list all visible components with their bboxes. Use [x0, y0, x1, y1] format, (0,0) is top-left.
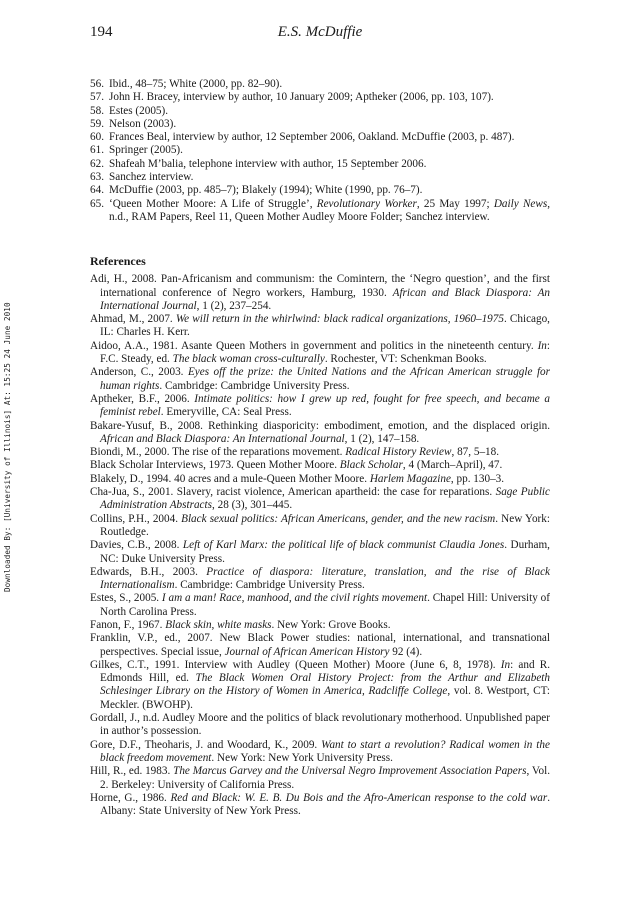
- text-run: Horne, G., 1986.: [90, 791, 171, 804]
- text-run: Springer (2005).: [109, 144, 183, 157]
- page-number: 194: [90, 24, 113, 40]
- endnote-number: 62.: [90, 157, 104, 170]
- endnote-number: 63.: [90, 171, 104, 184]
- text-run: , Vol. 2. Berkeley: University of California Press.: [100, 765, 550, 791]
- italic-text: Radical History Review: [345, 446, 452, 459]
- italic-text: In: [537, 339, 547, 352]
- text-run: , 25 May 1997;: [416, 197, 494, 210]
- text-run: Davies, C.B., 2008.: [90, 539, 183, 552]
- text-run: : F.C. Steady, ed.: [100, 339, 550, 366]
- italic-text: Journal of African American History: [224, 645, 390, 658]
- text-run: 92 (4).: [389, 645, 423, 658]
- endnote-number: 57.: [90, 91, 104, 104]
- text-run: Ibid., 48–75; White (2000, pp. 82–90).: [109, 78, 283, 90]
- text-run: Sanchez interview.: [109, 171, 194, 184]
- text-run: . New York: Routledge.: [100, 512, 550, 538]
- italic-text: Eyes off the prize: the United Nations and the African American struggle for human rights: [100, 366, 550, 392]
- italic-text: The black woman cross-culturally: [172, 353, 325, 366]
- reference-entry: [90, 459, 550, 472]
- text-run: . Durham, NC: Duke University Press.: [100, 539, 550, 565]
- text-run: Franklin, V.P., ed., 2007. New Black Power studies: national, international, and transnational perspectives. Special issue,: [90, 632, 550, 658]
- endnote: [90, 198, 550, 225]
- italic-text: Left of Karl Marx: the political life of black communist Claudia Jones: [182, 539, 505, 552]
- text-run: , n.d., RAM Papers, Reel 11, Queen Mother Audley Moore Folder; Sanchez interview.: [109, 197, 550, 223]
- text-run: ‘Queen Mother Moore: A Life of Struggle’,: [109, 197, 317, 210]
- italic-text: African and Black Diaspora: An International Journal: [100, 286, 550, 312]
- italic-text: Harlem Magazine: [369, 472, 451, 485]
- text-run: : and R. Edmonds Hill, ed.: [100, 658, 550, 685]
- reference-entry: [90, 539, 550, 566]
- endnote-text: [109, 91, 550, 104]
- text-run: Black Scholar Interviews, 1973. Queen Mother Moore.: [90, 459, 340, 472]
- endnote-text: [109, 198, 550, 225]
- reference-entry: [90, 619, 550, 632]
- text-run: John H. Bracey, interview by author, 10 January 2009; Aptheker (2006, pp. 103, 107).: [109, 91, 494, 104]
- text-run: Bakare-Yusuf, B., 2008. Rethinking diasporicity: embodiment, emotion, and the displaced origin.: [90, 419, 550, 432]
- text-run: Ahmad, M., 2007.: [90, 313, 176, 326]
- page-body: [90, 24, 550, 818]
- text-run: Hill, R., ed. 1983.: [90, 765, 174, 778]
- endnote-text: [109, 184, 550, 197]
- text-run: Anderson, C., 2003.: [90, 366, 188, 379]
- endnote-text: [109, 158, 550, 171]
- endnote-number: 60.: [90, 131, 104, 144]
- reference-entry: [90, 632, 550, 659]
- reference-entry: [90, 366, 550, 393]
- reference-entry: [90, 393, 550, 420]
- text-run: Gore, D.F., Theoharis, J. and Woodard, K., 2009.: [90, 738, 322, 751]
- italic-text: Want to start a revolution? Radical women in the black freedom movement: [100, 738, 550, 764]
- reference-entry: [90, 792, 550, 819]
- reference-entry: [90, 313, 550, 340]
- download-watermark: Downloaded By: [University of Illinois] At: 15:25 24 June 2010: [3, 302, 12, 592]
- reference-entry: [90, 340, 550, 367]
- reference-entry: [90, 446, 550, 459]
- text-run: Estes (2005).: [109, 104, 169, 117]
- endnote: [90, 144, 550, 157]
- text-run: Collins, P.H., 2004.: [90, 512, 182, 525]
- reference-entry: [90, 486, 550, 513]
- italic-text: Sage Public Administration Abstracts: [100, 486, 551, 512]
- text-run: Aptheker, B.F., 2006.: [90, 392, 195, 405]
- italic-text: Practice of diaspora: literature, translation, and the rise of Black Internationalism: [100, 565, 551, 592]
- text-run: . Chicago, IL: Charles H. Kerr.: [100, 313, 550, 339]
- endnote: [90, 158, 550, 171]
- text-run: Gordall, J., n.d. Audley Moore and the politics of black revolutionary motherhood. Unpublished paper in author’s possession.: [90, 712, 550, 738]
- text-run: , 87, 5–18.: [451, 446, 500, 459]
- reference-entry: [90, 513, 550, 540]
- text-run: Gilkes, C.T., 1991. Interview with Audley (Queen Mother) Moore (June 6, 8, 1978).: [90, 658, 501, 671]
- text-run: Edwards, B.H., 2003.: [90, 565, 207, 578]
- text-run: . Rochester, VT: Schenkman Books.: [324, 353, 487, 366]
- references-heading: References: [90, 254, 146, 269]
- italic-text: Red and Black: W. E. B. Du Bois and the Afro-American response to the cold war: [170, 791, 548, 804]
- endnote-text: [109, 144, 550, 157]
- text-run: Cha-Jua, S., 2001. Slavery, racist violence, American apartheid: the case for reparations.: [90, 486, 496, 499]
- endnote: [90, 78, 550, 91]
- text-run: . New York: Grove Books.: [271, 618, 391, 631]
- endnote: [90, 184, 550, 197]
- text-run: Aidoo, A.A., 1981. Asante Queen Mothers in government and politics in the nineteenth century.: [90, 339, 538, 352]
- italic-text: Black skin, white masks: [165, 618, 272, 631]
- text-run: Frances Beal, interview by author, 12 September 2006, Oakland. McDuffie (2003, p. 487).: [109, 131, 515, 144]
- reference-entry: [90, 659, 550, 712]
- text-run: , 28 (3), 301–445.: [212, 499, 293, 512]
- text-run: . Albany: State University of New York Press.: [100, 791, 550, 818]
- text-run: . Cambridge: Cambridge University Press.: [159, 379, 350, 392]
- endnote: [90, 131, 550, 144]
- endnote-number: 61.: [90, 144, 104, 157]
- text-run: . New York: New York University Press.: [211, 751, 393, 764]
- endnote-text: [109, 78, 550, 91]
- reference-entry: [90, 566, 550, 593]
- reference-entry: [90, 473, 550, 486]
- italic-text: We will return in the whirlwind: black radical organizations, 1960–1975: [175, 313, 504, 326]
- text-run: . Emeryville, CA: Seal Press.: [160, 406, 292, 419]
- text-run: , 1 (2), 237–254.: [196, 299, 272, 312]
- italic-text: African and Black Diaspora: An International Journal: [100, 432, 345, 445]
- running-head: [90, 24, 550, 46]
- text-run: . Chapel Hill: University of North Carolina Press.: [100, 592, 550, 618]
- reference-entry: [90, 712, 550, 739]
- italic-text: The Marcus Garvey and the Universal Negro Improvement Association Papers: [173, 765, 527, 778]
- reference-entry: [90, 273, 550, 313]
- endnote: [90, 105, 550, 118]
- endnote-text: [109, 105, 550, 118]
- text-run: . Cambridge: Cambridge University Press.: [174, 579, 365, 592]
- endnote: [90, 91, 550, 104]
- endnote-number: 59.: [90, 117, 104, 130]
- text-run: Adi, H., 2008. Pan-Africanism and communism: the Comintern, the ‘Negro question’, and the first international conference of Negro workers, Hamburg, 1930.: [90, 273, 550, 299]
- reference-entry: [90, 592, 550, 619]
- italic-text: Revolutionary Worker: [316, 197, 417, 210]
- endnote-number: 65.: [90, 197, 104, 210]
- italic-text: Black Scholar: [339, 459, 403, 472]
- text-run: McDuffie (2003, pp. 485–7); Blakely (1994); White (1990, pp. 76–7).: [109, 184, 423, 197]
- reference-entry: [90, 739, 550, 766]
- text-run: , 1 (2), 147–158.: [344, 432, 420, 445]
- italic-text: In: [500, 658, 511, 671]
- reference-entry: [90, 420, 550, 447]
- endnote-number: 64.: [90, 184, 104, 197]
- italic-text: Daily News: [493, 197, 548, 210]
- text-run: Estes, S., 2005.: [90, 592, 162, 605]
- endnote-text: [109, 171, 550, 184]
- endnote-text: [109, 118, 550, 131]
- endnote: [90, 118, 550, 131]
- references-list: [90, 273, 550, 818]
- text-run: Nelson (2003).: [109, 117, 177, 130]
- endnote-text: [109, 131, 550, 144]
- reference-entry: [90, 765, 550, 792]
- italic-text: The Black Women Oral History Project: from the Arthur and Elizabeth Schlesinger Library on the History of Women in America, Radcliffe College: [100, 672, 550, 698]
- text-run: Biondi, M., 2000. The rise of the reparations movement.: [90, 446, 346, 459]
- text-run: Shafeah M’balia, telephone interview with author, 15 September 2006.: [109, 157, 427, 170]
- endnote-number: 56.: [90, 78, 104, 90]
- italic-text: Black sexual politics: African Americans, gender, and the new racism: [181, 512, 496, 525]
- italic-text: I am a man! Race, manhood, and the civil rights movement: [161, 592, 428, 605]
- endnotes-list: [90, 78, 550, 224]
- text-run: , vol. 8. Westport, CT: Meckler. (BWOHP).: [100, 685, 550, 711]
- text-run: Fanon, F., 1967.: [90, 618, 166, 631]
- italic-text: Intimate politics: how I grew up red, fought for free speech, and became a feminist rebel: [100, 392, 550, 419]
- endnote: [90, 171, 550, 184]
- running-title: E.S. McDuffie: [277, 24, 363, 40]
- text-run: Blakely, D., 1994. 40 acres and a mule-Queen Mother Moore.: [90, 472, 370, 485]
- text-run: , pp. 130–3.: [450, 472, 505, 485]
- text-run: , 4 (March–April), 47.: [402, 459, 503, 472]
- endnote-number: 58.: [90, 104, 104, 117]
